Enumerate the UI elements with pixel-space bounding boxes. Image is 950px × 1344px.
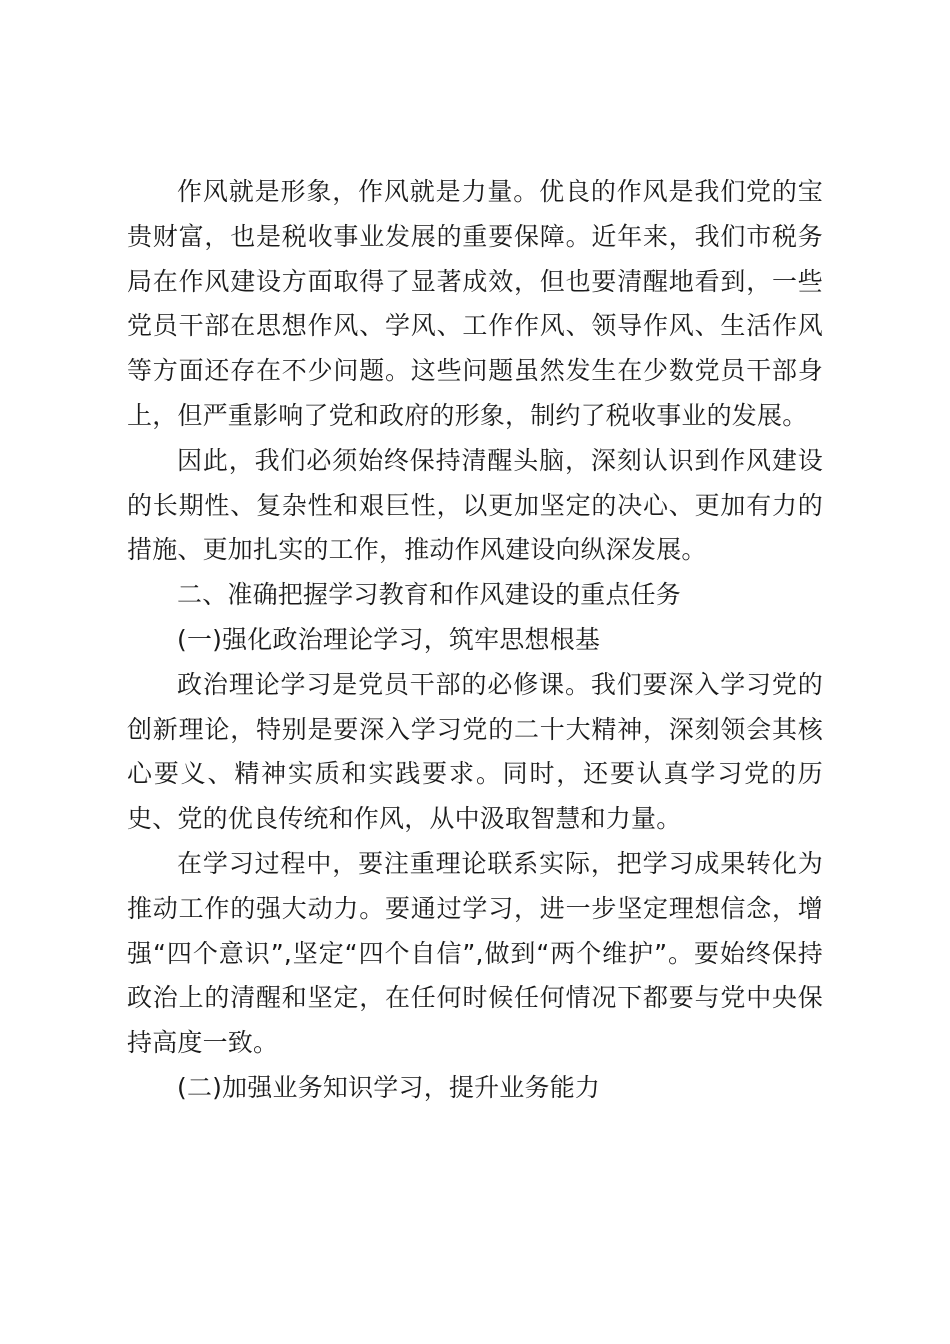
subheading-1: (一)强化政治理论学习，筑牢思想根基 (177, 624, 601, 654)
document-body (127, 170, 823, 1111)
subheading-2: (二)加强业务知识学习，提升业务能力 (177, 1072, 601, 1102)
paragraph-study-process: 在学习过程中，要注重理论联系实际，把学习成果转化为推动工作的强大动力。要通过学习，进一步坚定理想信念，增强“四个意识”,坚定“四个自信”,做到“两个维护”。要始终保持政治上的清醒和坚定，在任何时候任何情况下都要与党中央保持高度一致。 (127, 848, 823, 1058)
paragraph-therefore: 因此，我们必须始终保持清醒头脑，深刻认识到作风建设的长期性、复杂性和艰巨性，以更加坚定的决心、更加有力的措施、更加扎实的工作，推动作风建设向纵深发展。 (127, 445, 823, 565)
paragraph-work-style: 作风就是形象，作风就是力量。优良的作风是我们党的宝贵财富，也是税收事业发展的重要保障。近年来，我们市税务局在作风建设方面取得了显著成效，但也要清醒地看到，一些党员干部在思想作风、学风、工作作风、领导作风、生活作风等方面还存在不少问题。这些问题虽然发生在少数党员干部身上，但严重影响了党和政府的形象，制约了税收事业的发展。 (127, 177, 823, 430)
section-heading-2: 二、准确把握学习教育和作风建设的重点任务 (177, 580, 682, 610)
paragraph-political-study: 政治理论学习是党员干部的必修课。我们要深入学习党的创新理论，特别是要深入学习党的二十大精神，深刻领会其核心要义、精神实质和实践要求。同时，还要认真学习党的历史、党的优良传统和作风，从中汲取智慧和力量。 (127, 669, 823, 834)
